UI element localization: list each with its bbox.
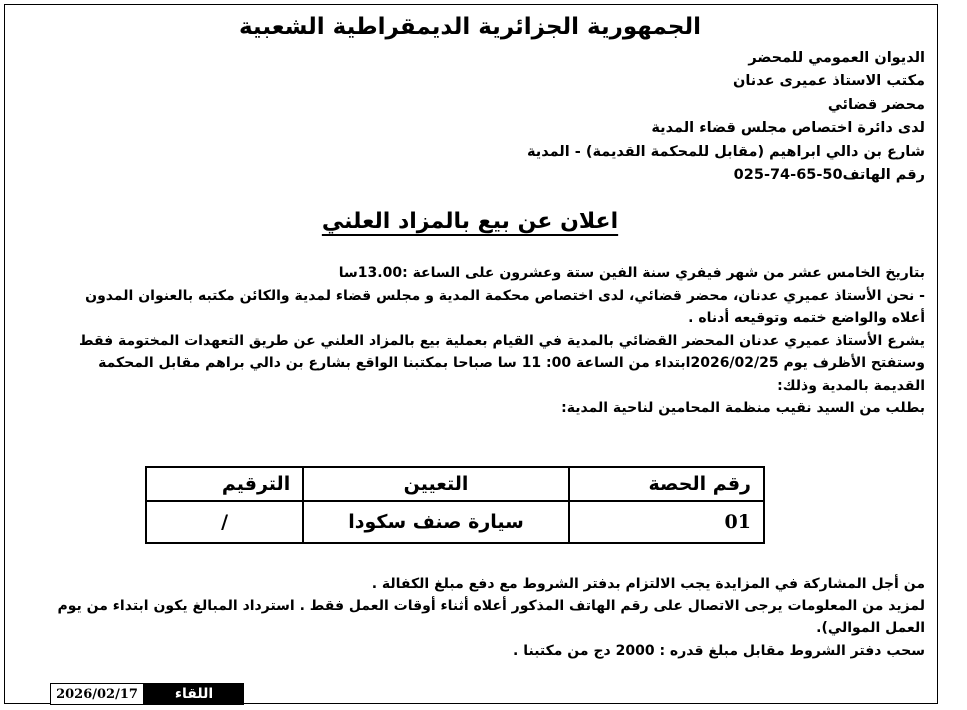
office-line: محضر قضائي (827, 96, 925, 113)
body-line: القديمة بالمدية وذلك: (777, 377, 925, 394)
republic-heading: الجمهورية الجزائرية الديمقراطية الشعبية (238, 14, 702, 40)
body-line: يشرع الأستاذ عميري عدنان المحضر القضائي بالمدية في القيام بعملية بيع بالمزاد العلني عن طريق التعهدات المختومة فقط (78, 332, 925, 349)
table-row (146, 501, 764, 543)
footer-line: لمزيد من المعلومات يرجى الاتصال على رقم الهاتف المذكور أعلاه أثناء أوقات العمل فقط . استرداد المبالغ يكون ابتداء من يوم (57, 598, 925, 615)
publication-date: 2026/02/17 (50, 683, 144, 705)
footer-line: سحب دفتر الشروط مقابل مبلغ قدره : 2000 دج من مكتبنا . (513, 642, 925, 659)
office-phone-line: رقم الهاتف50-65-74-025 (733, 167, 925, 184)
footer-line: من أجل المشاركة في المزايدة يجب الالتزام بدفتر الشروط مع دفع مبلغ الكفالة . (371, 576, 925, 592)
publication-bar (50, 683, 244, 705)
notice-title (0, 209, 940, 234)
office-line: شارع بن دالي ابراهيم (مقابل للمحكمة القديمة) - المدية (526, 143, 925, 160)
cell-designation: سيارة صنف سكودا (303, 501, 569, 543)
cell-lot-number: 01 (569, 501, 764, 543)
body-line: بطلب من السيد نقيب منظمة المحامين لناحية المدية: (561, 400, 925, 416)
header-lot-number: رقم الحصة (569, 467, 764, 501)
notice-body (25, 262, 925, 420)
notice-title-text: اعلان عن بيع بالمزاد العلني (321, 209, 619, 234)
newspaper-name: اللقاء (144, 683, 244, 705)
header-numbering: الترقيم (146, 467, 303, 501)
lots-table (145, 466, 765, 544)
office-line: لدى دائرة اختصاص مجلس قضاء المدية (651, 120, 925, 137)
office-line: مكتب الاستاذ عميرى عدنان (732, 73, 925, 90)
footer-line: العمل الموالي). (816, 620, 925, 637)
notice-footer (25, 573, 925, 662)
body-line: أعلاه والواضع ختمه وتوقيعه أدناه . (688, 310, 925, 326)
office-line: الديوان العمومي للمحضر (748, 50, 925, 66)
header-designation: التعيين (303, 467, 569, 501)
body-line: - نحن الأستاذ عميري عدنان، محضر قضائي، لدى اختصاص محكمة المدية و مجلس قضاء لمدية والكائن مكتبه بالعنوان المدون (85, 287, 925, 304)
cell-numbering: / (146, 501, 303, 543)
body-line: وستفتح الأظرف يوم 2026/02/25ابتداء من الساعة 00: 11 سا صباحا بمكتبنا الواقع بشارع بن دالي براهم مقابل المحكمة (98, 355, 925, 371)
body-line: بتاريخ الخامس عشر من شهر فيفري سنة الفين ستة وعشرون على الساعة :13.00سا (338, 265, 925, 281)
office-block (225, 47, 925, 187)
table-header-row (146, 467, 764, 501)
